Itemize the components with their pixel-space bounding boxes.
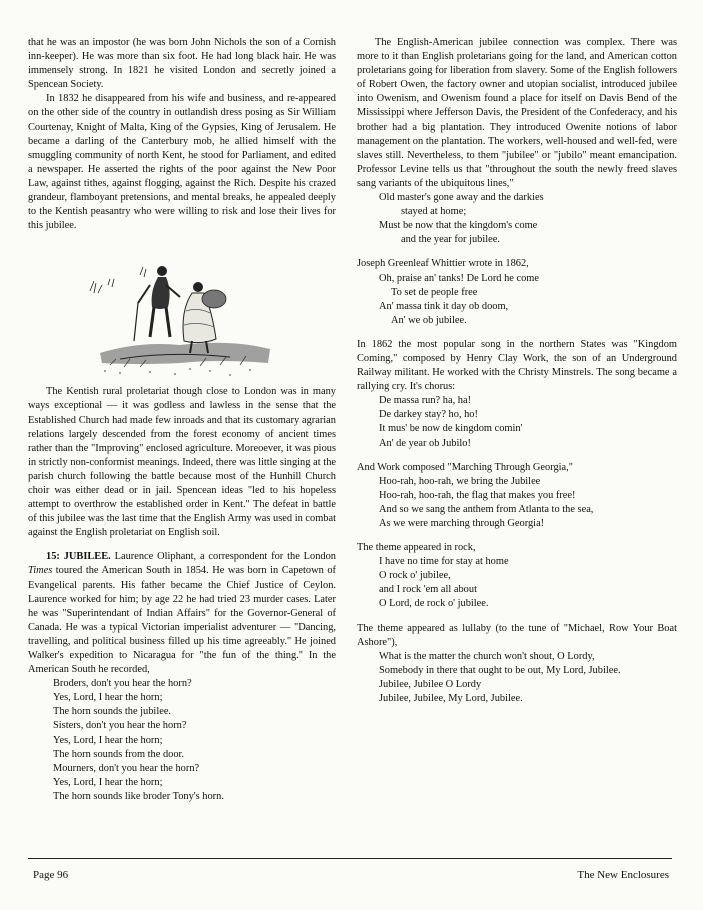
verse-line: I have no time for stay at home: [379, 556, 509, 568]
verse-line: and I rock 'em all about: [379, 584, 477, 596]
verse-line: Must be now that the kingdom's come: [379, 220, 538, 232]
newspaper-name: Times: [28, 565, 53, 577]
paragraph: The theme appeared as lullaby (to the tune of "Michael, Row Your Boat Ashore"),: [357, 622, 677, 648]
verse-line: O Lord, de rock o' jubilee.: [379, 598, 489, 610]
paragraph: The theme appeared in rock,: [357, 542, 476, 554]
verse-line: Yes, Lord, I hear the horn;: [53, 776, 163, 788]
verse-block: [28, 677, 336, 804]
verse-block: [357, 555, 677, 611]
verse-block: [357, 191, 677, 247]
verse-block: [357, 272, 677, 328]
paragraph: In 1832 he disappeared from his wife and business, and re-appeared on the other side of the country in outlandish dress posing as Sir William Courtenay, Knight of Malta, King of the Gypsies, King of Jerusalem. He became a darling of the Canterbury mob, he allied himself with the smuggling community of north Kent, he stood for Parliament, and edited a newspaper. He asserted the rights of the poor against the New Poor Law, against tithes, against flogging, against the Rich. Despite his crazed grandeur, flamboyant pretensions, and mental breaks, he appealed deeply to the Kentish peasantry who were willing to risk and lose their lives for this jubilee.: [28, 93, 336, 232]
verse-line: And so we sang the anthem from Atlanta to the sea,: [379, 503, 594, 515]
section-heading: 15: JUBILEE.: [46, 551, 111, 563]
verse-line: De darkey stay? ho, ho!: [379, 409, 478, 421]
footer-rule: [28, 858, 672, 859]
verse-line: What is the matter the church won't shout, O Lordy,: [379, 650, 595, 662]
verse-line: The horn sounds the jubilee.: [53, 706, 172, 718]
verse-line: An' de year ob Jubilo!: [379, 437, 471, 449]
verse-line: Hoo-rah, hoo-rah, we bring the Jubilee: [379, 475, 541, 487]
verse-line: The horn sounds from the door.: [53, 748, 185, 760]
verse-line: Sisters, don't you hear the horn?: [53, 720, 187, 732]
paragraph: The Kentish rural proletariat though close to London was in many ways exceptional — it was godless and lawless in the sense that the Established Church had made few inroads and that its customary agrarian relations largely descended from the forest economy of ancient times rather than the "Improving" enclosed agriculture. Moreoever, it was pious in strictly non-conformist meanings. Indeed, there was little singing at the parish church following the battle because most of the Hunhill Church choir was either dead or in jail. Spencean ideas "led to his hopeless attempt to overthrow the established order in Kent." The defeat in battle of this jubilee was the last time that the English Army was used in combat against the English proletariat on English soil.: [28, 386, 336, 539]
verse-line: O rock o' jubilee,: [379, 570, 451, 582]
page-number: Page 96: [33, 869, 69, 881]
verse-line: Mourners, don't you hear the horn?: [53, 762, 200, 774]
verse-line: Jubilee, Jubilee O Lordy: [379, 678, 482, 690]
verse-line: It mus' be now de kingdom comin': [379, 423, 523, 435]
verse-line: and the year for jubilee.: [401, 234, 500, 246]
engraving-illustration: [80, 241, 280, 379]
verse-line: An' we ob jubilee.: [391, 314, 467, 326]
verse-line: Oh, praise an' tanks! De Lord he come: [379, 272, 539, 284]
verse-block: [357, 394, 677, 450]
verse-line: Yes, Lord, I hear the horn;: [53, 692, 163, 704]
text-run: Laurence Oliphant, a correspondent for the London: [110, 551, 336, 563]
verse-line: Hoo-rah, hoo-rah, the flag that makes you free!: [379, 489, 576, 501]
paragraph: that he was an impostor (he was born John Nichols the son of a Cornish inn-keeper). He was more than six foot. He had long black hair. He was immensely strong. In 1821 he visited London and secretly joined a Spencean Society.: [28, 37, 336, 91]
verse-line: The horn sounds like broder Tony's horn.: [53, 790, 224, 802]
verse-line: Somebody in there that ought to be out, My Lord, Jubilee.: [379, 664, 621, 676]
left-column: [28, 36, 336, 804]
verse-line: De massa run? ha, ha!: [379, 395, 472, 407]
verse-line: stayed at home;: [401, 206, 467, 218]
text-run: toured the American South in 1854. He was born in Capetown of Evangelical parents. His father became the Chief Justice of Ceylon. Laurence worked for him; by age 22 he had tried 23 murder cases. Later he was "Superintendant of Indian Affairs" for the Governor-General of Canada. He was a typical Victorian imperialist adventurer — "Dancing, travelling, and political business filled up his time agreeably." He joined Walker's expedition to Nicaragua for "the fun of the thing." In the American South he recorded,: [28, 565, 336, 676]
verse-line: Yes, Lord, I hear the horn;: [53, 734, 163, 746]
verse-line: An' massa tink it day ob doom,: [379, 300, 509, 312]
paragraph-jubilee: [28, 550, 336, 677]
verse-block: [357, 650, 677, 706]
paragraph: In 1862 the most popular song in the northern States was "Kingdom Coming," composed by Henry Clay Work, the son of an Underground Railway militant. He worked with the Christy Minstrels. The song became a rallying cry. It's chorus:: [357, 338, 677, 393]
paragraph: Joseph Greenleaf Whittier wrote in 1862,: [357, 258, 529, 270]
verse-line: Jubilee, Jubilee, My Lord, Jubilee.: [379, 693, 523, 705]
verse-line: Broders, don't you hear the horn?: [53, 678, 192, 690]
running-title: The New Enclosures: [577, 869, 669, 881]
verse-line: To set de people free: [391, 286, 478, 298]
verse-line: Old master's gone away and the darkies: [379, 192, 544, 204]
verse-line: As we were marching through Georgia!: [379, 518, 545, 529]
verse-block: [357, 475, 677, 531]
right-column: [357, 36, 677, 706]
paragraph: The English-American jubilee connection was complex. There was more to it than English proletarians going for the land, and American cotton proletarians going for liberation from slavery. Some of the English followers of Robert Owen, the factory owner and utopian socialist, introduced jubilee into Owenism, and Owenism found a place for itself on Davis Bend of the Mississippi where Jefferson Davis, the President of the Confederacy, and his brother had a big plantation. They introduced Owenite notions of labor management on the plantation. The workers, well-housed and well-fed, were slaves still. Nevertheless, to them "jubilee" or "jubilo" meant emancipation. Professor Levine tells us that "throughout the south the newly freed slaves sang variants of the ubiquitous lines,": [357, 37, 677, 189]
paragraph: And Work composed "Marching Through Georgia,": [357, 461, 574, 473]
